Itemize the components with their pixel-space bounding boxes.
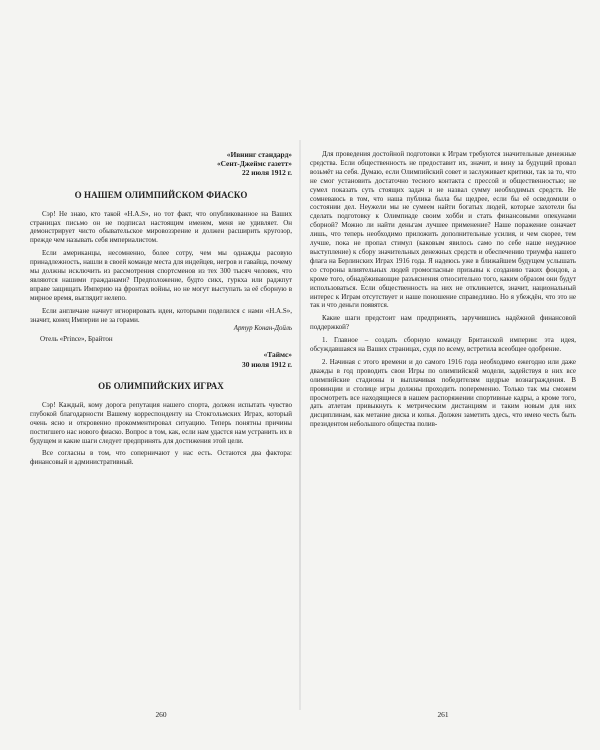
paragraph: Для проведения достойной подготовки к Играм требуются значительные денежные средства. Если общественность не предоставит их, значит, и вину за будущий провал возьмёт на себя. Думаю, если Олимпийский совет и заслуживает критики, так за то, что не смог установить достаточно тесного контакта с прессой и общественностью; не сумел показать суть стоящих задач и не назвал сумму необходимых средств. Не сомневаюсь в том, что наша публика была бы щедрее, если бы её осведомили о состоянии дел. Неужели мы не сумеем найти богатых людей, которые захотели бы сделать подготовку к Олимпиаде своим хобби и стать финансовыми опекунами сборной? Можно ли найти деньгам лучшее применение? Наше поражение означает лишь, что теперь необходимо приложить дополнительные усилия, и чем скорее, тем лучше, пока не пропал стимул (каковым явилось само по себе наше неудачное выступление) к сбору значительных денежных средств и обеспечению триумфа нашего флага на Берлинских Играх 1916 года. Я надеюсь уже в ближайшем будущем услышать со стороны влиятельных людей громогласные призывы к созданию таких фондов, а кроме того, обнадёживающие разъяснения относительно того, каким образом они будут использоваться. Если общественность на них не откликнется, значит, национальный интерес к Играм отсутствует и наше поношение справедливо. Но я убеждён, что это не так и что деньги появятся. — [310, 150, 576, 310]
source-line: «Сент-Джеймс газетт» — [216, 159, 292, 169]
list-item: 2. Начиная с этого времени и до самого 1916 года необходимо ежегодно или даже дважды в год проводить свои Игры по олимпийской модели, задействуя в них все олимпийские стадионы и выплачивая победителям щедрые вознаграждения. В провинции и столице игры должны проходить попеременно. Только так мы сможем просмотреть все находящиеся в нашем распоряжении спортивные кадры, а кроме того, дать атлетам привыкнуть к метрическим дистанциям и таким новым для них дисциплинам, как метание диска и копья. Должен заметить здесь, что имею честь быть президентом небольшого общества полив- — [310, 357, 576, 429]
page-number: 261 — [437, 710, 449, 719]
paragraph: Все согласны в том, что соперничают у нас есть. Остаются два фактора: финансовый и административный. — [30, 449, 292, 467]
paragraph: Сэр! Каждый, кому дорога репутация нашего спорта, должен испытать чувство глубокой благодарности Вашему корреспонденту на Стокгольмских Играх, который очень ясно и откровенно прокомментировал ситуацию. Теперь понятны причины постигшего нас нового фиаско. Вопрос в том, как, если нам удастся нам устранить их в будущем и какие шаги следует предпринять для достижения этой цели. — [30, 400, 292, 445]
source-line: «Таймс» — [263, 350, 292, 360]
place-line: Отель «Prince», Брайтон — [40, 335, 113, 344]
page-number: 260 — [155, 710, 167, 719]
source-line: «Ивнинг стандард» — [226, 150, 292, 159]
list-item: 1. Главное – создать сборную команду Британской империи: эта идея, обсуждавшаяся на Ваших страницах, судя по всему, встретила всеобщее одобрение. — [310, 336, 576, 354]
paragraph: Если англичане начнут игнорировать идеи, которыми поделился с нами «H.A.S», значит, конец Империи не за горами. — [30, 306, 292, 324]
source-date: 22 июля 1912 г. — [242, 168, 292, 178]
left-page — [30, 150, 292, 719]
book-gutter — [299, 140, 301, 710]
article-title: ОБ ОЛИМПИЙСКИХ ИГРАХ — [98, 380, 224, 391]
source-date: 30 июля 1912 г. — [242, 359, 292, 369]
numbered-list — [310, 336, 576, 429]
paragraph: Сэр! Не знаю, кто такой «H.A.S», но тот факт, что опубликованное на Ваших страницах письмо он не подписал настоящим именем, меня не удивляет. Он демонстрирует чисто обывательское мировоззрение и должен расширить кругозор, прежде чем называть себя империалистом. — [30, 209, 292, 245]
paragraph: Какие шаги предстоит нам предпринять, заручившись надёжной финансовой поддержкой? — [310, 314, 576, 332]
right-page — [310, 150, 576, 719]
signature: Артур Конан-Дойль — [233, 325, 292, 333]
paragraph: Если американцы, несомненно, более сотру, чем мы однажды расовую принадлежность, нашли в своей команде места для индейцев, негров и гавайца, почему мы должны исключить из рассмотрения спортсменов из тех 300 тысяч человек, что являются нашими гражданами? Предположение, будто сикх, гуркха или раджпут вправе защищать Империю на фронтах войны, но не могут выступать за её сборную в мирное время, выглядит нелепо. — [30, 249, 292, 302]
article-title: О НАШЕМ ОЛИМПИЙСКОМ ФИАСКО — [74, 189, 248, 200]
